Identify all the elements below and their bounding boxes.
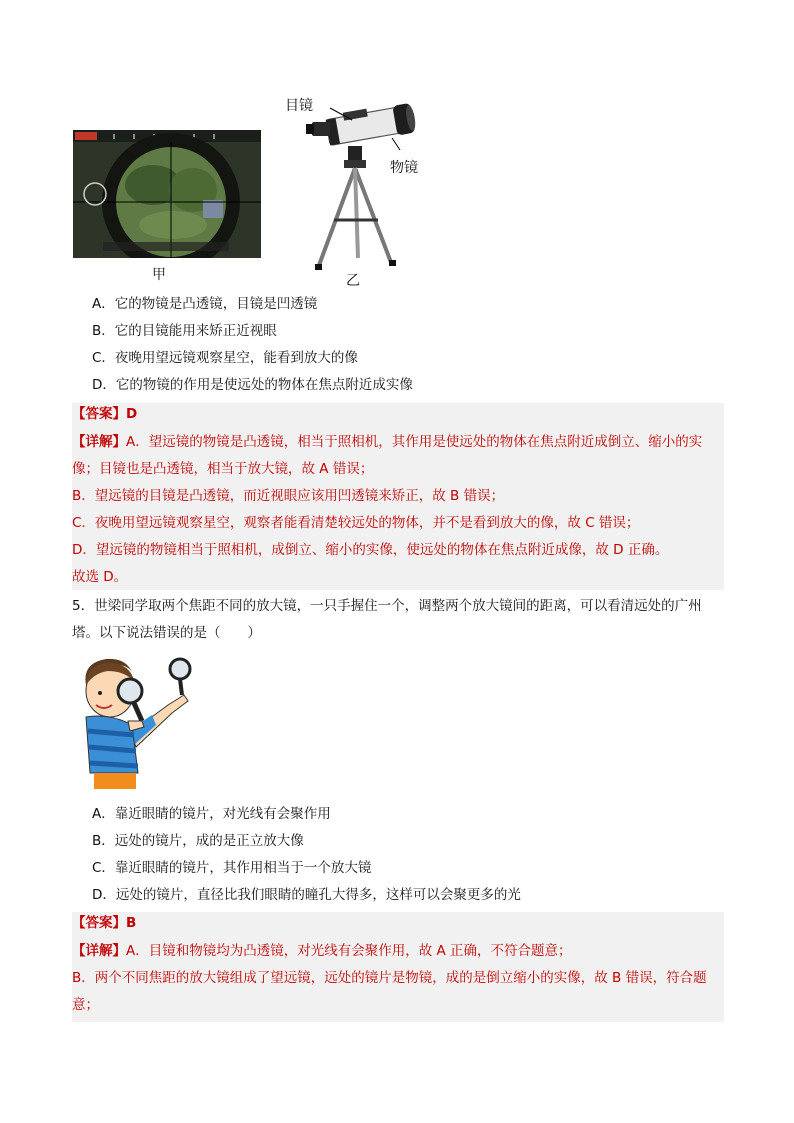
q5-stem-line-1: 5．世梁同学取两个焦距不同的放大镜，一只手握住一个，调整两个放大镜间的距离，可以看清远处的广州 [72,598,702,614]
detail-tag: 【详解】 [72,943,126,959]
q4-detail-d: D．望远镜的物镜相当于照相机，成倒立、缩小的实像，使远处的物体在焦点附近成像，故 D 正确。 [72,542,669,558]
q4-conclusion: 故选 D。 [72,569,128,585]
q4-detail-a-1: 【详解】A．望远镜的物镜是凸透镜，相当于照相机，其作用是使远处的物体在焦点附近成倒立、缩小的实 [72,434,703,450]
q4-detail-c: C．夜晚用望远镜观察星空，观察者能看清楚较远处的物体，并不是看到放大的像，故 C 错误； [72,515,640,531]
q4-option-c: C．夜晚用望远镜观察星空，能看到放大的像 [92,350,358,366]
q5-option-b: B．远处的镜片，成的是正立放大像 [92,833,304,849]
q4-option-b: B．它的目镜能用来矫正近视眼 [92,323,277,339]
q5-detail-b-2: 意； [72,997,99,1013]
figure-caption-left: 甲 [152,267,166,283]
answer-value: D [126,406,138,422]
telescope-image [300,100,420,275]
q4-detail-a-2: 像；目镜也是凸透镜，相当于放大镜，故 A 错误； [72,461,374,477]
q5-detail-b-1: B．两个不同焦距的放大镜组成了望远镜，远处的镜片是物镜，成的是倒立缩小的实像，故 B 错误，符合题 [72,970,707,986]
q4-option-d: D．它的物镜的作用是使远处的物体在焦点附近成实像 [92,377,413,393]
scope-view-image [73,130,261,258]
answer-value: B [126,915,137,931]
q5-detail-a: 【详解】A．目镜和物镜均为凸透镜，对光线有会聚作用，故 A 正确，不符合题意； [72,943,572,959]
boy-with-magnifiers-image [72,655,197,790]
figure-caption-right: 乙 [346,273,360,289]
answer-tag: 【答案】 [72,915,126,931]
objective-label: 物镜 [390,160,418,176]
q5-option-c: C．靠近眼睛的镜片，其作用相当于一个放大镜 [92,860,372,876]
eyepiece-label: 目镜 [285,98,313,114]
q5-answer [72,913,136,933]
detail-tag: 【详解】 [72,434,126,450]
q5-option-a: A．靠近眼睛的镜片，对光线有会聚作用 [92,806,331,822]
q5-stem-line-2: 塔。以下说法错误的是（ ） [72,625,261,641]
q4-answer [72,404,137,424]
q5-option-d: D．远处的镜片，直径比我们眼睛的瞳孔大得多，这样可以会聚更多的光 [92,887,521,903]
answer-tag: 【答案】 [72,406,126,422]
q4-detail-b: B．望远镜的目镜是凸透镜，而近视眼应该用凹透镜来矫正，故 B 错误； [72,488,505,504]
q4-option-a: A．它的物镜是凸透镜，目镜是凹透镜 [92,296,318,312]
q5-answer-background [72,912,724,1022]
